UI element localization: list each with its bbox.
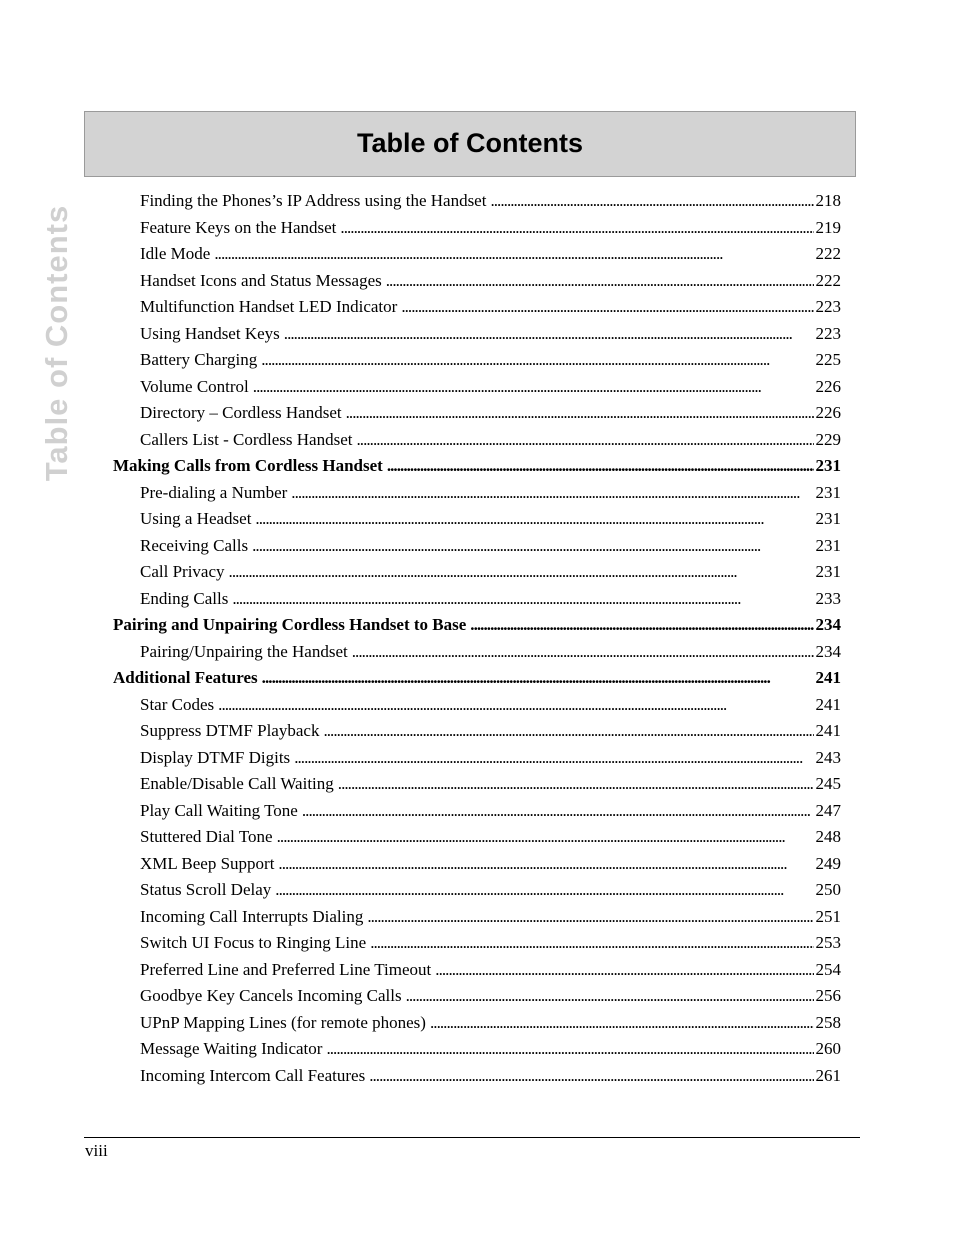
toc-entry-title: Using Handset Keys xyxy=(140,323,280,343)
dot-leader xyxy=(275,877,813,903)
toc-subsection-entry[interactable] xyxy=(140,480,841,506)
dot-leader xyxy=(401,294,813,320)
toc-entry-title: Handset Icons and Status Messages xyxy=(140,270,382,290)
toc-entry-title: XML Beep Support xyxy=(140,853,275,873)
dot-leader xyxy=(262,665,814,691)
toc-page-number: 247 xyxy=(815,800,841,820)
toc-entry-title: Making Calls from Cordless Handset xyxy=(113,456,383,475)
toc-entry-title: Ending Calls xyxy=(140,588,229,608)
toc-page-number: 218 xyxy=(815,191,841,210)
toc-page-number: 248 xyxy=(815,827,841,846)
dot-leader xyxy=(340,215,813,241)
footer-divider xyxy=(84,1137,860,1138)
toc-entry-title: Pairing/Unpairing the Handset xyxy=(140,641,348,661)
toc-page-number: 234 xyxy=(815,615,841,634)
toc-entry-title: Callers List - Cordless Handset xyxy=(140,429,353,449)
dot-leader xyxy=(323,718,813,744)
toc-entry-title: Additional Features xyxy=(113,668,258,687)
toc-subsection-entry[interactable] xyxy=(140,745,841,771)
toc-entry-title: Call Privacy xyxy=(140,562,225,581)
toc-page-number: 231 xyxy=(815,562,841,581)
toc-page-number: 231 xyxy=(815,535,841,555)
toc-subsection-entry[interactable] xyxy=(140,586,841,612)
dot-leader xyxy=(435,957,813,983)
toc-entry-title: Message Waiting Indicator xyxy=(140,1039,323,1058)
dot-leader xyxy=(367,904,813,930)
dot-leader xyxy=(387,453,814,479)
toc-page-number: 241 xyxy=(815,721,841,740)
dot-leader xyxy=(253,374,814,400)
page-number: viii xyxy=(85,1141,108,1160)
dot-leader xyxy=(346,400,814,426)
toc-page-number: 233 xyxy=(815,588,841,608)
toc-section-entry[interactable] xyxy=(113,665,841,691)
toc-entry-title: Feature Keys on the Handset xyxy=(140,217,337,237)
toc-page-number: 231 xyxy=(815,509,841,528)
toc-subsection-entry[interactable] xyxy=(140,904,841,930)
toc-entry-title: Multifunction Handset LED Indicator xyxy=(140,297,398,316)
toc-entry-title: Switch UI Focus to Ringing Line xyxy=(140,933,367,952)
toc-subsection-entry[interactable] xyxy=(140,639,841,665)
toc-section-entry[interactable] xyxy=(113,453,841,479)
toc-subsection-entry[interactable] xyxy=(140,294,841,320)
toc-page-number: 258 xyxy=(815,1012,841,1032)
toc-entry-title: Goodbye Key Cancels Incoming Calls xyxy=(140,986,402,1005)
dot-leader xyxy=(470,612,813,638)
dot-leader xyxy=(302,798,814,824)
toc-page-number: 249 xyxy=(815,853,841,873)
dot-leader xyxy=(218,692,813,718)
toc-subsection-entry[interactable] xyxy=(140,321,841,347)
dot-leader xyxy=(369,1063,813,1089)
toc-subsection-entry[interactable] xyxy=(140,506,841,532)
toc-page-number: 222 xyxy=(815,270,841,290)
toc-entry-title: Finding the Phones’s IP Address using the Handset xyxy=(140,191,487,210)
toc-page-number: 219 xyxy=(815,217,841,237)
toc-entry-title: Incoming Call Interrupts Dialing xyxy=(140,906,364,926)
dot-leader xyxy=(370,930,813,956)
dot-leader xyxy=(252,533,813,559)
dot-leader xyxy=(214,241,813,267)
dot-leader xyxy=(338,771,814,797)
toc-entry-title: Stuttered Dial Tone xyxy=(140,827,273,846)
toc-entry-title: Battery Charging xyxy=(140,350,258,369)
dot-leader xyxy=(255,506,813,532)
toc-subsection-entry[interactable] xyxy=(140,692,841,718)
dot-leader xyxy=(261,347,813,373)
toc-entry-title: Preferred Line and Preferred Line Timeout xyxy=(140,959,432,979)
toc-entry-title: Receiving Calls xyxy=(140,535,249,555)
toc-page-number: 231 xyxy=(815,456,841,475)
toc-subsection-entry[interactable] xyxy=(140,533,841,559)
toc-page-number: 254 xyxy=(815,959,841,979)
dot-leader xyxy=(352,639,814,665)
toc-subsection-entry[interactable] xyxy=(140,983,841,1009)
toc-page-number: 241 xyxy=(815,668,841,687)
dot-leader xyxy=(430,1010,814,1036)
toc-entry-title: Directory – Cordless Handset xyxy=(140,403,342,422)
toc-page-number: 251 xyxy=(815,906,841,926)
toc-page-number: 229 xyxy=(815,429,841,449)
toc-subsection-entry[interactable] xyxy=(140,188,841,214)
dot-leader xyxy=(229,559,814,585)
toc-entry-title: Play Call Waiting Tone xyxy=(140,800,298,820)
toc-entry-title: Display DTMF Digits xyxy=(140,747,291,767)
toc-page-number: 243 xyxy=(815,747,841,767)
dot-leader xyxy=(278,851,813,877)
toc-page-number: 261 xyxy=(815,1065,841,1085)
toc-page-number: 226 xyxy=(815,403,841,422)
toc-entry-title: Suppress DTMF Playback xyxy=(140,721,320,740)
toc-page-number: 223 xyxy=(815,323,841,343)
toc-subsection-entry[interactable] xyxy=(140,559,841,585)
dot-leader xyxy=(277,824,814,850)
toc-subsection-entry[interactable] xyxy=(140,241,841,267)
toc-subsection-entry[interactable] xyxy=(140,718,841,744)
dot-leader xyxy=(490,188,813,214)
toc-page-number: 241 xyxy=(815,694,841,714)
toc-page-number: 226 xyxy=(815,376,841,396)
toc-page-number: 260 xyxy=(815,1039,841,1058)
toc-subsection-entry[interactable] xyxy=(140,771,841,797)
dot-leader xyxy=(294,745,813,771)
side-tab-label: Table of Contents xyxy=(39,204,74,482)
toc-page-number: 231 xyxy=(815,482,841,502)
toc-subsection-entry[interactable] xyxy=(140,268,841,294)
toc-subsection-entry[interactable] xyxy=(140,877,841,903)
toc-subsection-entry[interactable] xyxy=(140,1010,841,1036)
toc-subsection-entry[interactable] xyxy=(140,930,841,956)
toc-subsection-entry[interactable] xyxy=(140,824,841,850)
toc-entry-title: Using a Headset xyxy=(140,509,252,528)
toc-entry-title: Pre-dialing a Number xyxy=(140,482,288,502)
toc-entry-title: Enable/Disable Call Waiting xyxy=(140,774,334,793)
dot-leader xyxy=(386,268,814,294)
toc-subsection-entry[interactable] xyxy=(140,1063,841,1089)
dot-leader xyxy=(291,480,813,506)
toc-entry-title: Pairing and Unpairing Cordless Handset to Base xyxy=(113,615,467,634)
toc-entry-title: Volume Control xyxy=(140,376,249,396)
toc-section-entry[interactable] xyxy=(113,612,841,638)
toc-subsection-entry[interactable] xyxy=(140,1036,841,1062)
toc-page-number: 250 xyxy=(815,880,841,899)
toc-page-number: 245 xyxy=(815,774,841,793)
toc-page-number: 222 xyxy=(815,244,841,263)
dot-leader xyxy=(232,586,813,612)
toc-entry-title: Idle Mode xyxy=(140,244,211,263)
dot-leader xyxy=(406,983,814,1009)
toc-header-banner xyxy=(84,111,856,177)
toc-subsection-entry[interactable] xyxy=(140,957,841,983)
page-title: Table of Contents xyxy=(357,128,583,158)
dot-leader xyxy=(284,321,814,347)
toc-page-number: 256 xyxy=(815,986,841,1005)
toc-subsection-entry[interactable] xyxy=(140,400,841,426)
toc-page-number: 253 xyxy=(815,933,841,952)
toc-entry-title: Incoming Intercom Call Features xyxy=(140,1065,366,1085)
toc-entry-title: Status Scroll Delay xyxy=(140,880,272,899)
toc-page-number: 234 xyxy=(815,641,841,661)
dot-leader xyxy=(326,1036,813,1062)
toc-entry-title: Star Codes xyxy=(140,694,215,714)
toc-subsection-entry[interactable] xyxy=(140,851,841,877)
dot-leader xyxy=(356,427,813,453)
toc-subsection-entry[interactable] xyxy=(140,427,841,453)
toc-subsection-entry[interactable] xyxy=(140,374,841,400)
toc-page-number: 223 xyxy=(815,297,841,316)
toc-page-number: 225 xyxy=(815,350,841,369)
toc-entry-title: UPnP Mapping Lines (for remote phones) xyxy=(140,1012,426,1032)
toc-subsection-entry[interactable] xyxy=(140,215,841,241)
toc-subsection-entry[interactable] xyxy=(140,798,841,824)
toc-subsection-entry[interactable] xyxy=(140,347,841,373)
